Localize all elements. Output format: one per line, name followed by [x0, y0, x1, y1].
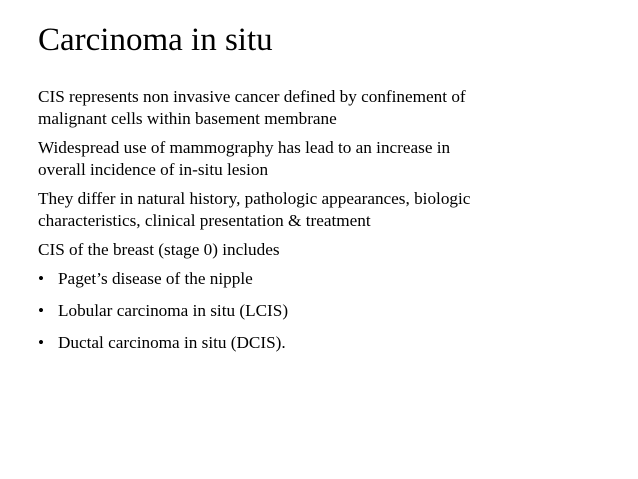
paragraph-line: malignant cells within basement membrane [38, 109, 337, 128]
bullet-text: Paget’s disease of the nipple [58, 269, 253, 288]
bullet-text: Lobular carcinoma in situ (LCIS) [58, 301, 289, 320]
paragraph-differences [38, 188, 598, 232]
bullet-icon: • [38, 269, 45, 288]
paragraph-mammography [38, 137, 598, 181]
bullet-item-lcis [38, 300, 598, 322]
slide-content [38, 86, 598, 364]
bullet-item-dcis [38, 332, 598, 354]
bullet-icon: • [38, 301, 45, 320]
paragraph-stage-0 [38, 239, 598, 261]
paragraph-cis-definition [38, 86, 598, 130]
paragraph-line: CIS of the breast (stage 0) includes [38, 240, 280, 259]
slide-title: Carcinoma in situ [38, 22, 273, 58]
paragraph-line: overall incidence of in-situ lesion [38, 160, 269, 179]
bullet-item-pagets [38, 268, 598, 290]
bullet-icon: • [38, 333, 45, 352]
paragraph-line: They differ in natural history, pathologic appearances, biologic [38, 189, 471, 208]
bullet-text: Ductal carcinoma in situ (DCIS). [58, 333, 286, 352]
paragraph-line: Widespread use of mammography has lead to an increase in [38, 138, 451, 157]
paragraph-line: CIS represents non invasive cancer defined by confinement of [38, 87, 466, 106]
paragraph-line: characteristics, clinical presentation & treatment [38, 211, 371, 230]
